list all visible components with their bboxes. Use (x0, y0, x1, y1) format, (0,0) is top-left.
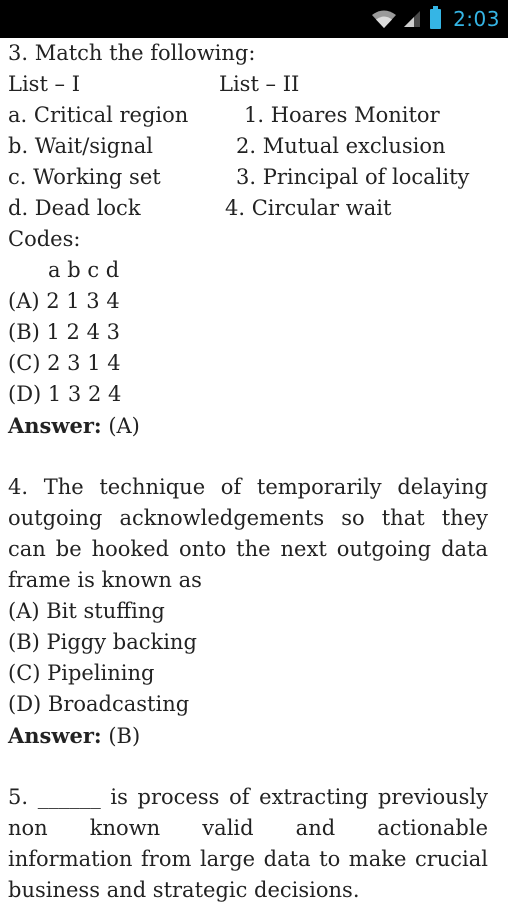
option: (B) 1 2 4 3 (8, 320, 120, 344)
question-4-text: outgoing acknowledgements so that they (8, 506, 488, 530)
match-left: c. Working set (8, 165, 161, 189)
cell-signal-icon (403, 10, 421, 28)
option: (B) Piggy backing (8, 630, 197, 654)
question-content (8, 38, 488, 906)
match-right: 1. Hoares Monitor (244, 103, 440, 127)
match-row (8, 100, 488, 131)
option: (C) 2 3 1 4 (8, 351, 121, 375)
option: (A) Bit stuffing (8, 599, 165, 623)
list-1-header: List – I (8, 72, 81, 96)
wifi-icon (371, 9, 397, 29)
option: (D) Broadcasting (8, 692, 190, 716)
question-5-text: 5. ______ is process of extracting previously (8, 785, 488, 809)
answer-label: Answer: (8, 413, 102, 438)
list-headers (8, 69, 488, 100)
status-bar (0, 0, 508, 38)
match-right: 2. Mutual exclusion (236, 134, 446, 158)
answer (8, 410, 488, 441)
option: (A) 2 1 3 4 (8, 289, 120, 313)
match-row (8, 131, 488, 162)
answer (8, 720, 488, 751)
match-left: d. Dead lock (8, 196, 141, 220)
question-5-text: non known valid and actionable (8, 816, 488, 840)
answer-value: (B) (101, 724, 141, 748)
answer-value: (A) (101, 414, 140, 438)
codes-label: Codes: (8, 227, 81, 251)
match-row (8, 162, 488, 193)
option: (D) 1 3 2 4 (8, 382, 122, 406)
question-3-title: 3. Match the following: (8, 41, 256, 65)
question-4-text: can be hooked onto the next outgoing data (8, 537, 488, 561)
match-right: 4. Circular wait (225, 196, 392, 220)
answer-label: Answer: (8, 723, 102, 748)
match-row (8, 193, 488, 224)
battery-icon (430, 9, 441, 29)
match-left: b. Wait/signal (8, 134, 154, 158)
question-5-text: information from large data to make crucial (8, 847, 488, 871)
match-right: 3. Principal of locality (236, 165, 470, 189)
question-5-text: business and strategic decisions. (8, 878, 360, 902)
question-4-text: 4. The technique of temporarily delaying (8, 475, 488, 499)
codes-header: a b c d (48, 258, 120, 282)
option: (C) Pipelining (8, 661, 155, 685)
status-icons (371, 0, 500, 38)
clock: 2:03 (453, 7, 500, 31)
match-left: a. Critical region (8, 103, 189, 127)
question-4-text: frame is known as (8, 568, 202, 592)
list-2-header: List – II (219, 72, 300, 96)
